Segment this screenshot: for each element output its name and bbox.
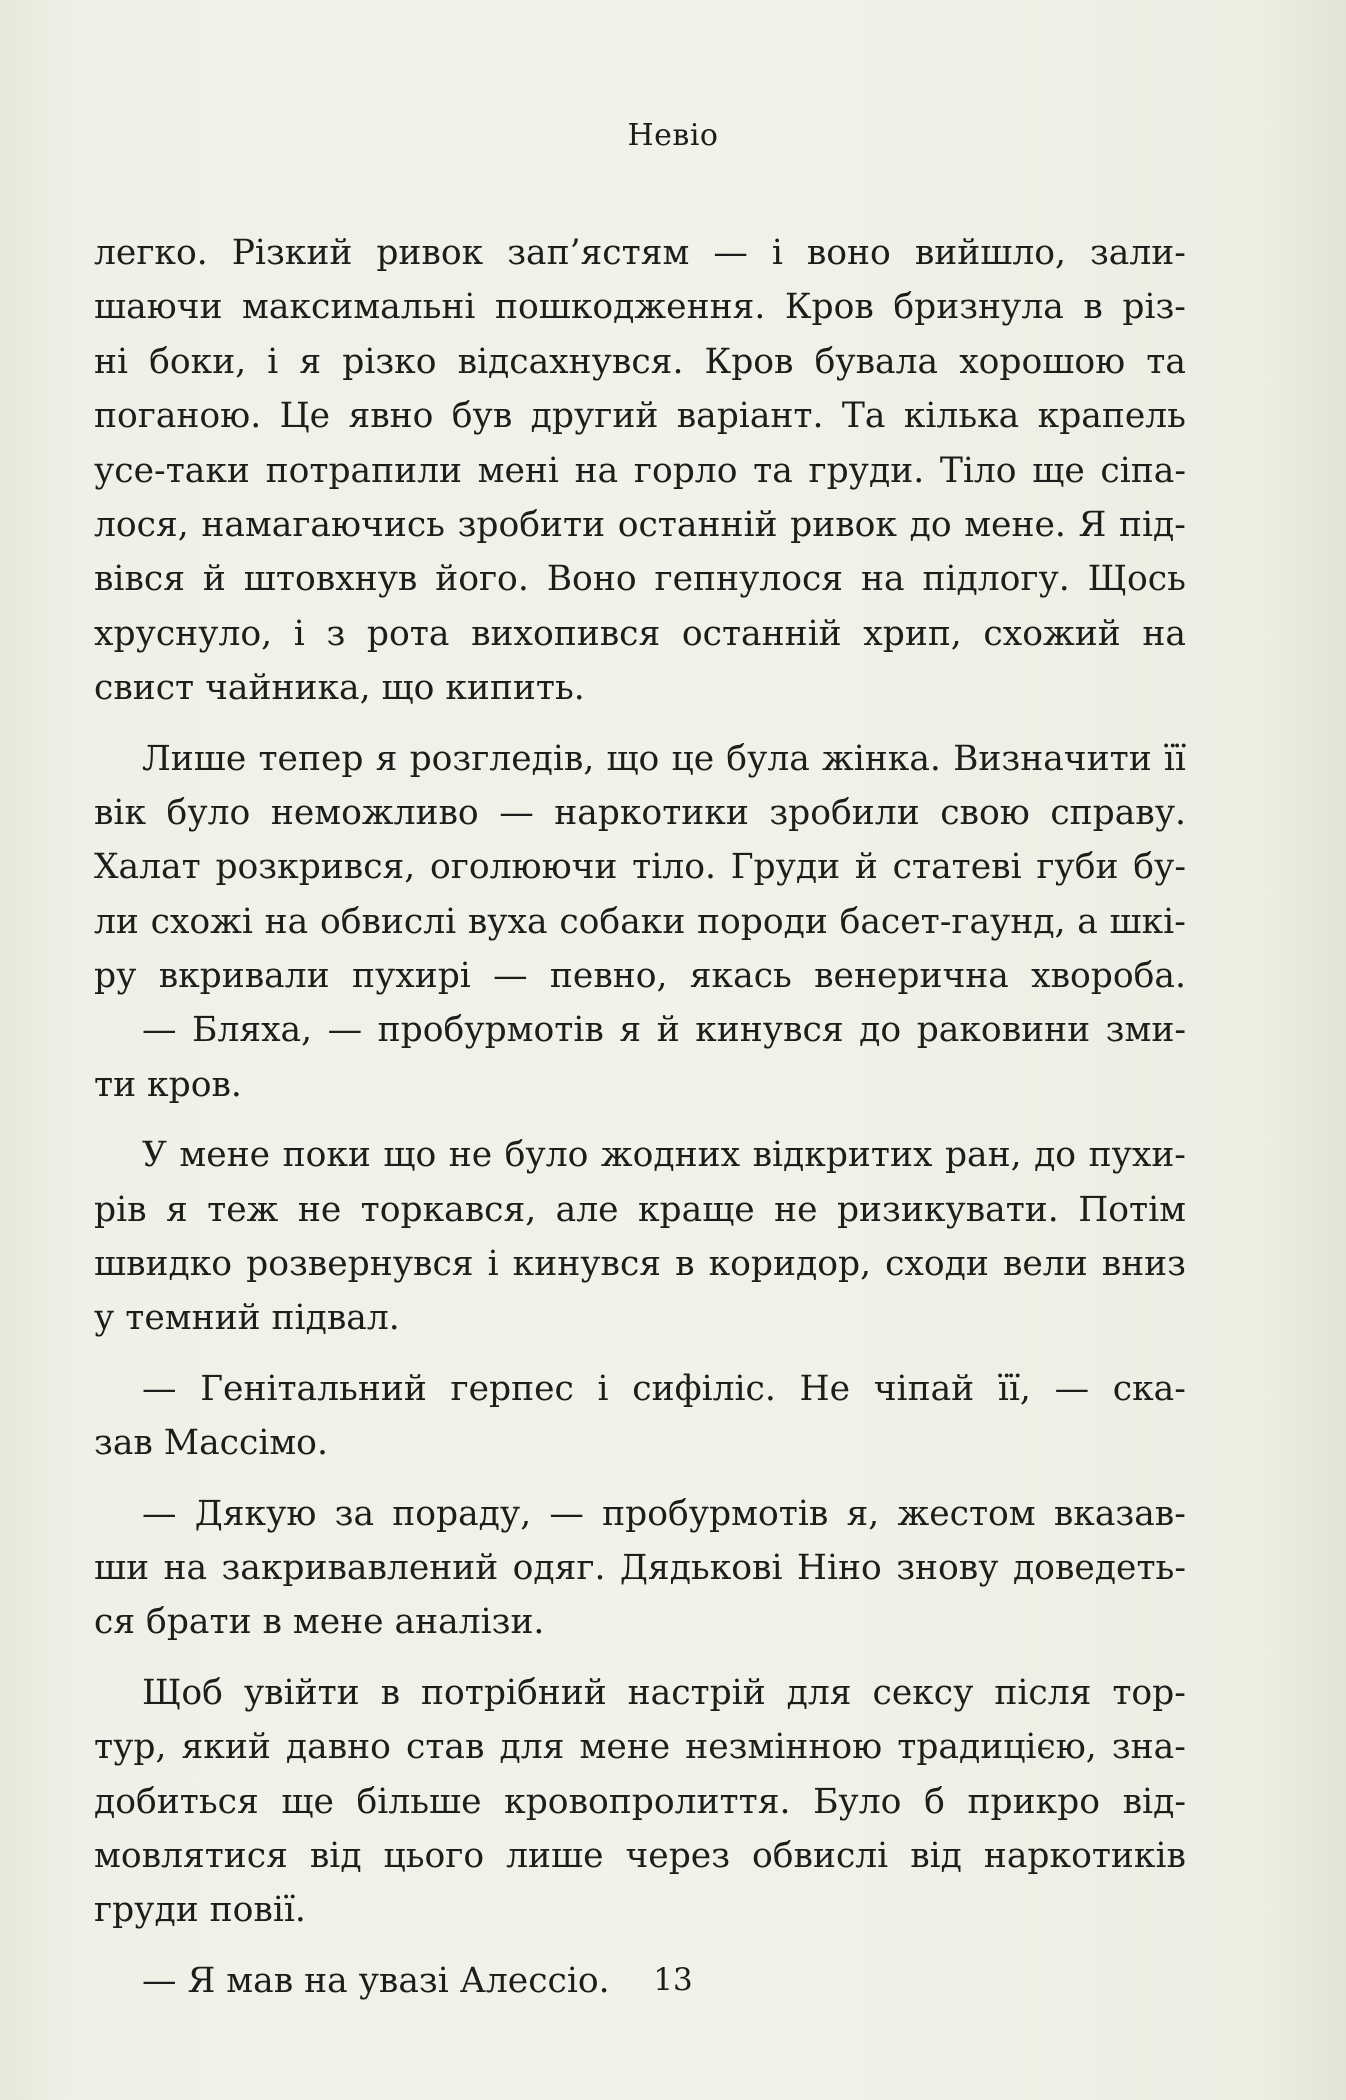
word: — — [493, 956, 528, 997]
word: що — [606, 738, 660, 779]
word: пробурмотів — [602, 1493, 829, 1534]
word: варіант. — [676, 396, 824, 437]
word: більше — [356, 1781, 482, 1822]
word: ли — [94, 901, 139, 942]
word: чіпай — [873, 1368, 975, 1409]
text-line — [94, 1058, 1186, 1112]
word: зна- — [1111, 1727, 1186, 1768]
text-line — [94, 661, 1186, 715]
running-head: Невіо — [627, 118, 719, 153]
word: відсахнувся. — [457, 341, 684, 382]
word: що — [383, 1135, 437, 1176]
word: обвислі — [319, 901, 457, 942]
word: з — [326, 613, 346, 654]
word: Бляха, — [192, 1010, 313, 1051]
word: ру — [94, 956, 137, 997]
word: увійти — [243, 1672, 360, 1713]
text-line-content: — Я мав на увазі Алессіо. — [142, 1960, 610, 2001]
word: шкі- — [1109, 901, 1186, 942]
word: статеві — [892, 847, 1022, 888]
word: пораду, — [392, 1493, 532, 1534]
word: за — [334, 1493, 375, 1534]
word: розгледів, — [409, 738, 595, 779]
word: і — [293, 613, 305, 654]
word: й — [202, 559, 226, 600]
word: воно — [806, 233, 891, 273]
page-number: 13 — [653, 1962, 693, 1998]
word: схожий — [983, 613, 1121, 654]
word: була — [726, 738, 810, 779]
word: лише — [506, 1835, 604, 1876]
word: і — [267, 341, 279, 382]
word: краще — [637, 1189, 755, 1230]
text-line — [94, 732, 1186, 786]
word: кілька — [903, 396, 1020, 437]
word: герпес — [450, 1368, 574, 1409]
word: вихопився — [471, 613, 661, 654]
word: відкритих — [752, 1135, 933, 1176]
text-line — [94, 1541, 1186, 1595]
word: тіло. — [632, 847, 716, 888]
word: для — [499, 1727, 565, 1768]
word: під- — [1118, 504, 1186, 545]
word: кровопролиття. — [504, 1781, 791, 1822]
text-line — [94, 498, 1186, 552]
word: — — [142, 1493, 177, 1534]
word: крапель — [1037, 396, 1186, 437]
word: тепер — [258, 738, 364, 779]
word: легко. — [94, 233, 208, 273]
word: до — [859, 1010, 902, 1051]
word: цього — [383, 1835, 485, 1876]
word: сходи — [885, 1244, 989, 1285]
text-line-content: груди повії. — [94, 1890, 306, 1931]
word: на — [860, 559, 905, 600]
word: я — [375, 738, 398, 779]
word: потрібний — [420, 1672, 607, 1713]
text-line — [94, 1237, 1186, 1291]
word: — — [142, 1368, 177, 1409]
word: не — [297, 1189, 342, 1230]
word: губи — [1036, 847, 1119, 888]
word: до — [909, 504, 952, 545]
word: вуха — [467, 901, 548, 942]
word: після — [994, 1672, 1092, 1713]
word: ривок — [790, 504, 897, 545]
word: Різкий — [231, 233, 353, 273]
word: зробити — [457, 504, 606, 545]
word: горло — [633, 450, 738, 491]
word: вниз — [1101, 1244, 1186, 1285]
word: теж — [207, 1189, 279, 1230]
word: потрапили — [265, 450, 462, 491]
word: обвислі — [751, 1835, 889, 1876]
text-line — [94, 1775, 1186, 1829]
word: ще — [281, 1781, 334, 1822]
word: ска- — [1112, 1368, 1186, 1409]
word: пухирі — [351, 956, 471, 997]
word: коридор, — [708, 1244, 872, 1285]
word: поки — [282, 1135, 371, 1176]
word: лося, — [94, 504, 189, 545]
word: мене — [179, 1135, 271, 1176]
word: Я — [1078, 504, 1107, 545]
word: мені — [477, 450, 559, 491]
word: останній — [617, 504, 778, 545]
word: Визначити — [953, 738, 1152, 779]
word: Не — [799, 1368, 851, 1409]
word: пухи- — [1088, 1135, 1186, 1176]
word: й — [656, 1010, 680, 1051]
word: в — [675, 1244, 695, 1285]
word: жінка. — [822, 738, 941, 779]
text-line — [94, 1720, 1186, 1774]
word: незмінною — [685, 1727, 883, 1768]
word: не — [774, 1189, 818, 1230]
text-line — [94, 226, 1186, 280]
word: бризнула — [893, 287, 1064, 328]
word: давно — [285, 1727, 391, 1768]
word: мене. — [964, 504, 1066, 545]
text-line — [94, 552, 1186, 606]
word: знову — [896, 1547, 999, 1588]
word: зап’ястям — [507, 233, 690, 273]
word: У — [142, 1135, 167, 1176]
word: Це — [279, 396, 331, 437]
text-line — [94, 1829, 1186, 1883]
word: Халат — [94, 847, 201, 888]
word: пошкодження. — [495, 287, 766, 328]
word: розвернувся — [246, 1244, 474, 1285]
word: став — [406, 1727, 485, 1768]
word: Ніно — [796, 1547, 882, 1588]
word: я, — [846, 1493, 880, 1534]
word: — — [549, 1493, 584, 1534]
word: Та — [841, 396, 886, 437]
text-line — [94, 1883, 1186, 1937]
word: закривавлений — [221, 1547, 499, 1588]
word: породи — [697, 901, 828, 942]
word: вказав- — [1053, 1493, 1186, 1534]
word: але — [555, 1189, 619, 1230]
word: торкався, — [360, 1189, 537, 1230]
word: доведеть- — [1012, 1547, 1186, 1588]
word: рота — [366, 613, 450, 654]
word: не — [448, 1135, 493, 1176]
word: рів — [94, 1189, 147, 1230]
word: прикро — [967, 1781, 1100, 1822]
word: на — [574, 450, 619, 491]
word: — — [327, 1010, 363, 1051]
word: хрип, — [863, 613, 962, 654]
word: мене — [579, 1727, 671, 1768]
word: розкрився, — [215, 847, 416, 888]
word: настрій — [627, 1672, 766, 1713]
word: Кров — [704, 341, 794, 382]
word: — — [499, 792, 534, 833]
word: Тіло — [939, 450, 1017, 491]
text-line — [94, 1003, 1186, 1057]
word: штовхнув — [243, 559, 418, 600]
word: хвороба. — [1031, 956, 1186, 997]
word: від — [309, 1835, 362, 1876]
word: сексу — [872, 1672, 974, 1713]
word: — — [142, 1010, 177, 1051]
word: ран, — [944, 1135, 1022, 1176]
word: зробили — [769, 792, 920, 833]
word: явно — [348, 396, 434, 437]
word: намагаючись — [201, 504, 445, 545]
word: другий — [530, 396, 659, 437]
text-line — [94, 1487, 1186, 1541]
text-line — [94, 895, 1186, 949]
word: в — [1083, 287, 1103, 328]
text-line — [94, 1183, 1186, 1237]
word: справу. — [1050, 792, 1186, 833]
word: я — [299, 341, 322, 382]
word: Потім — [1078, 1189, 1186, 1230]
word: груди. — [808, 450, 925, 491]
text-line — [94, 1595, 1186, 1649]
word: й — [854, 847, 878, 888]
word: одяг. — [512, 1547, 606, 1588]
word: і — [771, 233, 783, 273]
word: максимальні — [242, 287, 476, 328]
text-line — [94, 280, 1186, 334]
word: жестом — [897, 1493, 1036, 1534]
word: мовлятися — [94, 1835, 288, 1876]
word: — — [1054, 1368, 1090, 1409]
word: вкривали — [158, 956, 330, 997]
word: різко — [342, 341, 437, 382]
word: поганою. — [94, 396, 262, 437]
text-line-content: зав Массімо. — [94, 1423, 328, 1464]
word: вели — [1002, 1244, 1088, 1285]
word: ризикувати. — [836, 1189, 1059, 1230]
text-line — [94, 840, 1186, 894]
text-line-content: ти кров. — [94, 1064, 242, 1105]
word: на — [163, 1547, 208, 1588]
word: собаки — [559, 901, 686, 942]
word: було — [504, 1135, 589, 1176]
word: ривок — [376, 233, 484, 273]
word: підлогу. — [922, 559, 1070, 600]
text-line — [94, 335, 1186, 389]
word: раковини — [916, 1010, 1091, 1051]
word: Груди — [730, 847, 841, 888]
word: для — [786, 1672, 852, 1713]
word: до — [1034, 1135, 1077, 1176]
word: бу- — [1133, 847, 1186, 888]
word: вік — [94, 792, 147, 833]
word: а — [1077, 901, 1098, 942]
word: боки, — [149, 341, 247, 382]
word: Щось — [1087, 559, 1186, 600]
word: гепнулося — [654, 559, 844, 600]
body-text — [94, 226, 1186, 2008]
word: свою — [940, 792, 1030, 833]
word: наркотики — [554, 792, 749, 833]
word: Лише — [142, 738, 247, 779]
word: Щоб — [142, 1672, 223, 1713]
word: вівся — [94, 559, 185, 600]
text-line — [94, 1666, 1186, 1720]
text-line — [94, 389, 1186, 443]
word: Дядькові — [619, 1547, 783, 1588]
text-line-content: у темний підвал. — [94, 1298, 400, 1339]
word: неможливо — [270, 792, 479, 833]
word: Було — [813, 1781, 902, 1822]
word: сіпа- — [1100, 450, 1186, 491]
word: від — [910, 1835, 962, 1876]
word: в — [380, 1672, 401, 1713]
word: я — [165, 1189, 188, 1230]
word: жодних — [600, 1135, 741, 1176]
word: якась — [689, 956, 792, 997]
text-line — [94, 1362, 1186, 1416]
word: ні — [94, 341, 129, 382]
word: і — [487, 1244, 499, 1285]
word: басет-гаунд, — [839, 901, 1066, 942]
word: та — [753, 450, 793, 491]
text-line — [94, 786, 1186, 840]
word: який — [181, 1727, 271, 1768]
word: останній — [681, 613, 842, 654]
word: сифіліс. — [632, 1368, 776, 1409]
word: традицією, — [897, 1727, 1097, 1768]
word: різ- — [1122, 287, 1186, 328]
word: тор- — [1112, 1672, 1186, 1713]
word: Воно — [546, 559, 637, 600]
word: венерична — [814, 956, 1009, 997]
word: — — [713, 233, 748, 273]
word: був — [451, 396, 513, 437]
word: Генітальний — [200, 1368, 427, 1409]
word: через — [625, 1835, 731, 1876]
text-line — [94, 444, 1186, 498]
word: хруснуло, — [94, 613, 273, 654]
word: її, — [997, 1368, 1031, 1409]
word: швидко — [94, 1244, 233, 1285]
word: на — [264, 901, 309, 942]
word: зали- — [1089, 233, 1186, 273]
text-line — [94, 1128, 1186, 1182]
text-line — [94, 1291, 1186, 1345]
word: від- — [1122, 1781, 1186, 1822]
word: на — [1142, 613, 1186, 654]
word: б — [924, 1781, 945, 1822]
word: зми- — [1105, 1010, 1186, 1051]
word: схожі — [150, 901, 253, 942]
word: та — [1146, 341, 1186, 382]
word: Дякую — [194, 1493, 317, 1534]
word: кинувся — [695, 1010, 844, 1051]
word: усе-таки — [94, 450, 250, 491]
word: бувала — [814, 341, 939, 382]
word: добиться — [94, 1781, 259, 1822]
text-line — [94, 1416, 1186, 1470]
word: її — [1163, 738, 1186, 779]
word: оголюючи — [430, 847, 618, 888]
word: кинувся — [512, 1244, 662, 1285]
word: я — [619, 1010, 642, 1051]
word: було — [166, 792, 251, 833]
word: хорошою — [959, 341, 1126, 382]
word: його. — [435, 559, 529, 600]
word: Кров — [784, 287, 874, 328]
word: тур, — [94, 1727, 167, 1768]
word: шаючи — [94, 287, 223, 328]
word: наркотиків — [983, 1835, 1186, 1876]
word: це — [671, 738, 715, 779]
text-line-content: ся брати в мене аналізи. — [94, 1602, 545, 1643]
word: ши — [94, 1547, 150, 1588]
word: ще — [1032, 450, 1085, 491]
text-line — [94, 607, 1186, 661]
word: вийшло, — [914, 233, 1066, 273]
text-line — [94, 949, 1186, 1003]
word: і — [597, 1368, 609, 1409]
text-line-content: свист чайника, що кипить. — [94, 668, 585, 709]
word: певно, — [549, 956, 668, 997]
word: пробурмотів — [377, 1010, 604, 1051]
